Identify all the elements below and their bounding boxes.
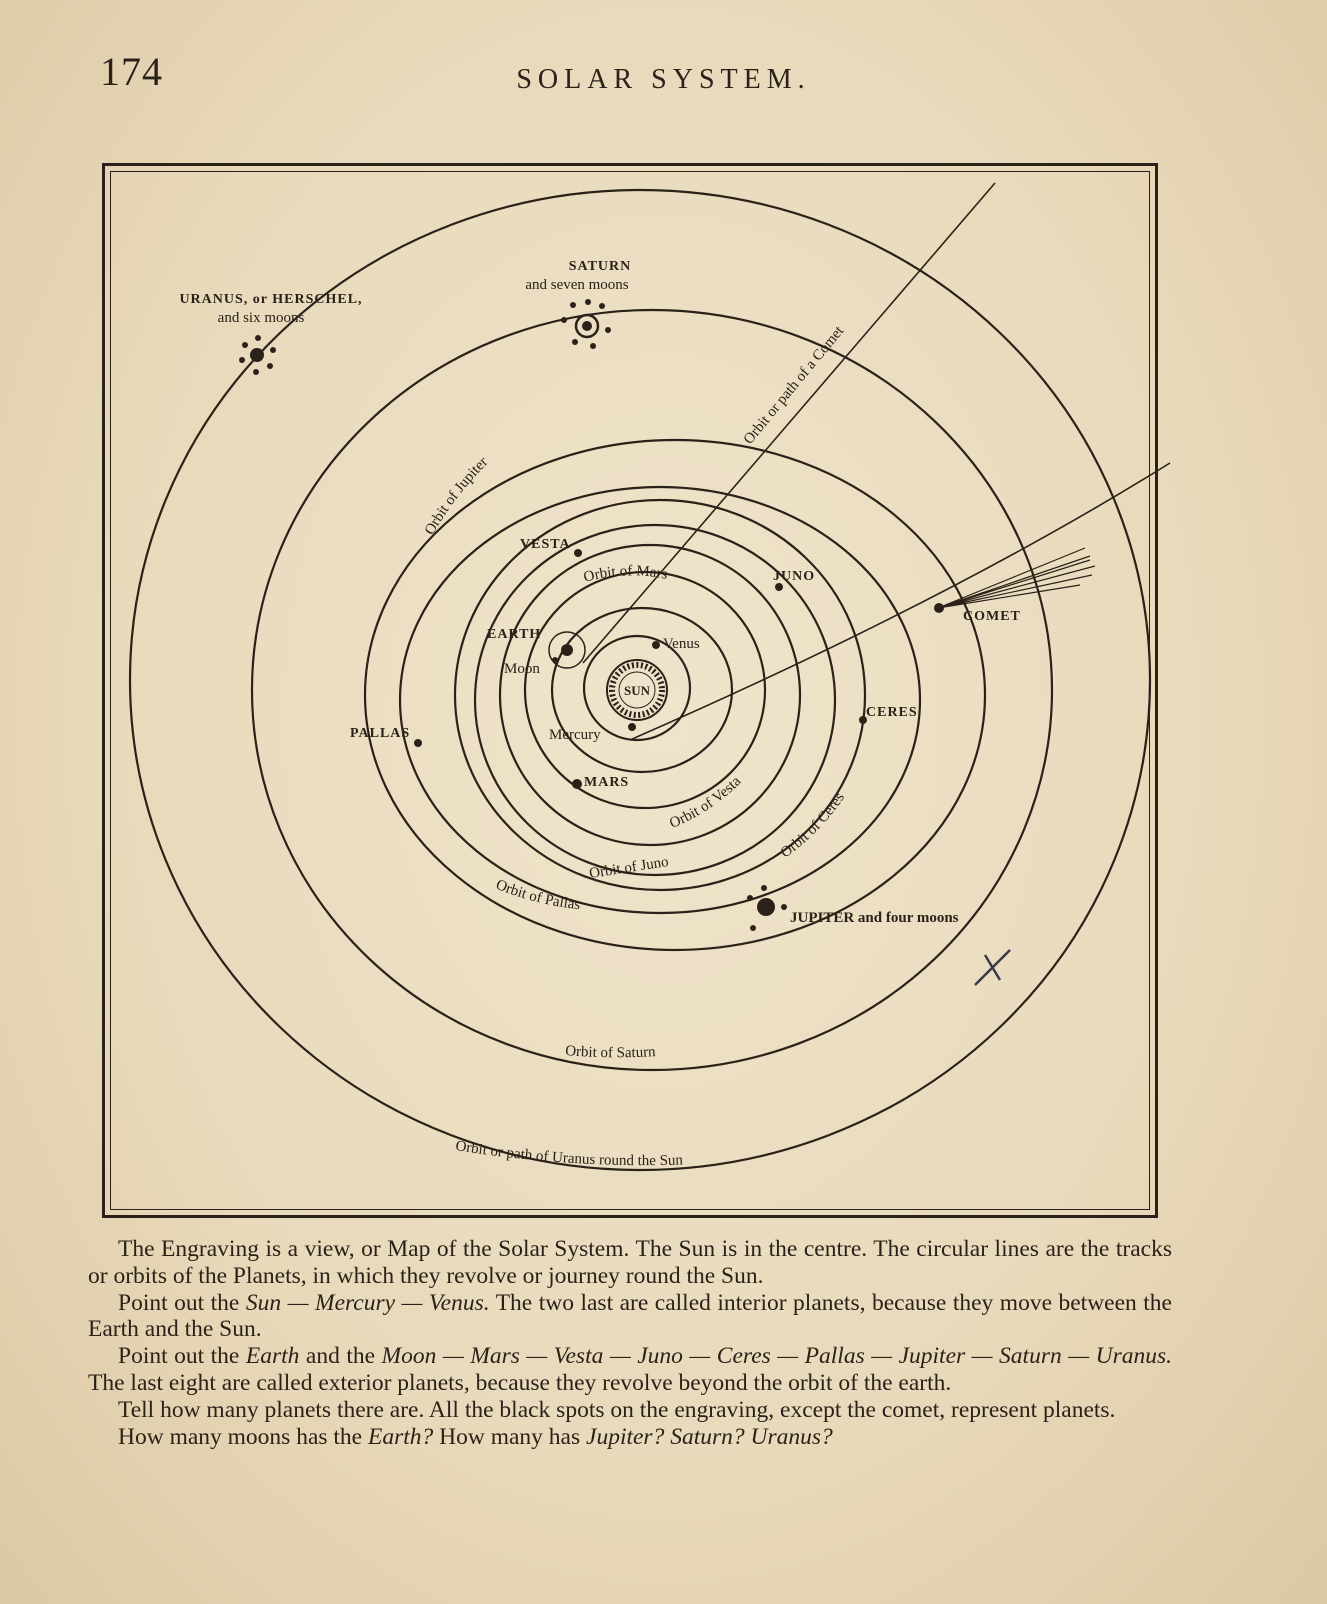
vesta-dot <box>574 549 582 557</box>
label-orbit-vesta: Orbit of Vesta <box>667 773 745 832</box>
comet-tail <box>938 548 1095 608</box>
label-pallas: PALLAS <box>350 726 411 741</box>
paragraph-1: The Engraving is a view, or Map of the Solar System. The Sun is in the centre. The circular lines are the tracks or orbits of the Planets, in which they revolve or journey round the Sun. <box>88 1236 1172 1289</box>
label-saturn: SATURN <box>568 259 632 274</box>
explanatory-text <box>88 1236 1172 1450</box>
mercury-dot <box>628 723 636 731</box>
comet-head <box>934 603 944 613</box>
paragraph-4: Tell how many planets there are. All the black spots on the engraving, except the comet, represent planets. <box>118 1396 1116 1423</box>
comet-path <box>630 463 1170 740</box>
paragraph-3: Point out the Earth and the Moon — Mars — Vesta — Juno — Ceres — Pallas — Jupiter — Saturn — Uranus. The last eight are called exterior planets, because they revolve beyond the orbit of the earth. <box>88 1343 1173 1396</box>
label-orbit-jupiter: Orbit of Jupiter <box>421 454 492 538</box>
label-moon: Moon <box>504 661 540 677</box>
earth-dot <box>561 644 573 656</box>
label-juno: JUNO <box>773 569 816 584</box>
label-orbit-comet: Orbit or path of a Comet <box>740 323 848 448</box>
paragraph-5: How many moons has the Earth? How many has Jupiter? Saturn? Uranus? <box>118 1423 833 1450</box>
label-saturn-moons: and seven moons <box>525 277 629 293</box>
label-mars: MARS <box>584 775 630 790</box>
saturn-icon <box>561 299 611 349</box>
label-earth: EARTH <box>487 627 542 642</box>
label-orbit-juno: Orbit of Juno <box>588 853 670 882</box>
label-uranus-moons: and six moons <box>217 310 305 326</box>
label-orbit-ceres: Orbit of Ceres <box>777 789 848 862</box>
jupiter-icon <box>747 885 787 931</box>
page-number: 174 <box>100 49 163 94</box>
label-orbit-uranus: Orbit or path of Uranus round the Sun <box>454 1138 684 1170</box>
label-orbit-mars: Orbit of Mars <box>582 563 669 586</box>
label-orbit-pallas: Orbit of Pallas <box>493 876 582 914</box>
pencil-mark-icon <box>975 950 1010 985</box>
label-uranus: URANUS, or HERSCHEL, <box>179 292 363 307</box>
moon-dot <box>552 657 558 663</box>
label-orbit-saturn: Orbit of Saturn <box>564 1043 657 1062</box>
running-head: SOLAR SYSTEM. <box>516 64 811 95</box>
mars-dot <box>572 779 582 789</box>
label-ceres: CERES <box>866 705 918 720</box>
label-comet: COMET <box>963 609 1021 624</box>
label-mercury: Mercury <box>549 727 601 743</box>
juno-dot <box>775 583 783 591</box>
label-sun: SUN <box>623 683 651 698</box>
venus-dot <box>652 641 660 649</box>
label-venus: Venus <box>663 636 700 652</box>
paragraph-2: Point out the Sun — Mercury — Venus. The two last are called interior planets, because they move between the Earth and the Sun. <box>88 1289 1172 1343</box>
comet-orbit-line <box>583 183 995 663</box>
label-jupiter: JUPITER and four moons <box>790 910 959 926</box>
pallas-dot <box>414 739 422 747</box>
label-vesta: VESTA <box>520 537 571 552</box>
